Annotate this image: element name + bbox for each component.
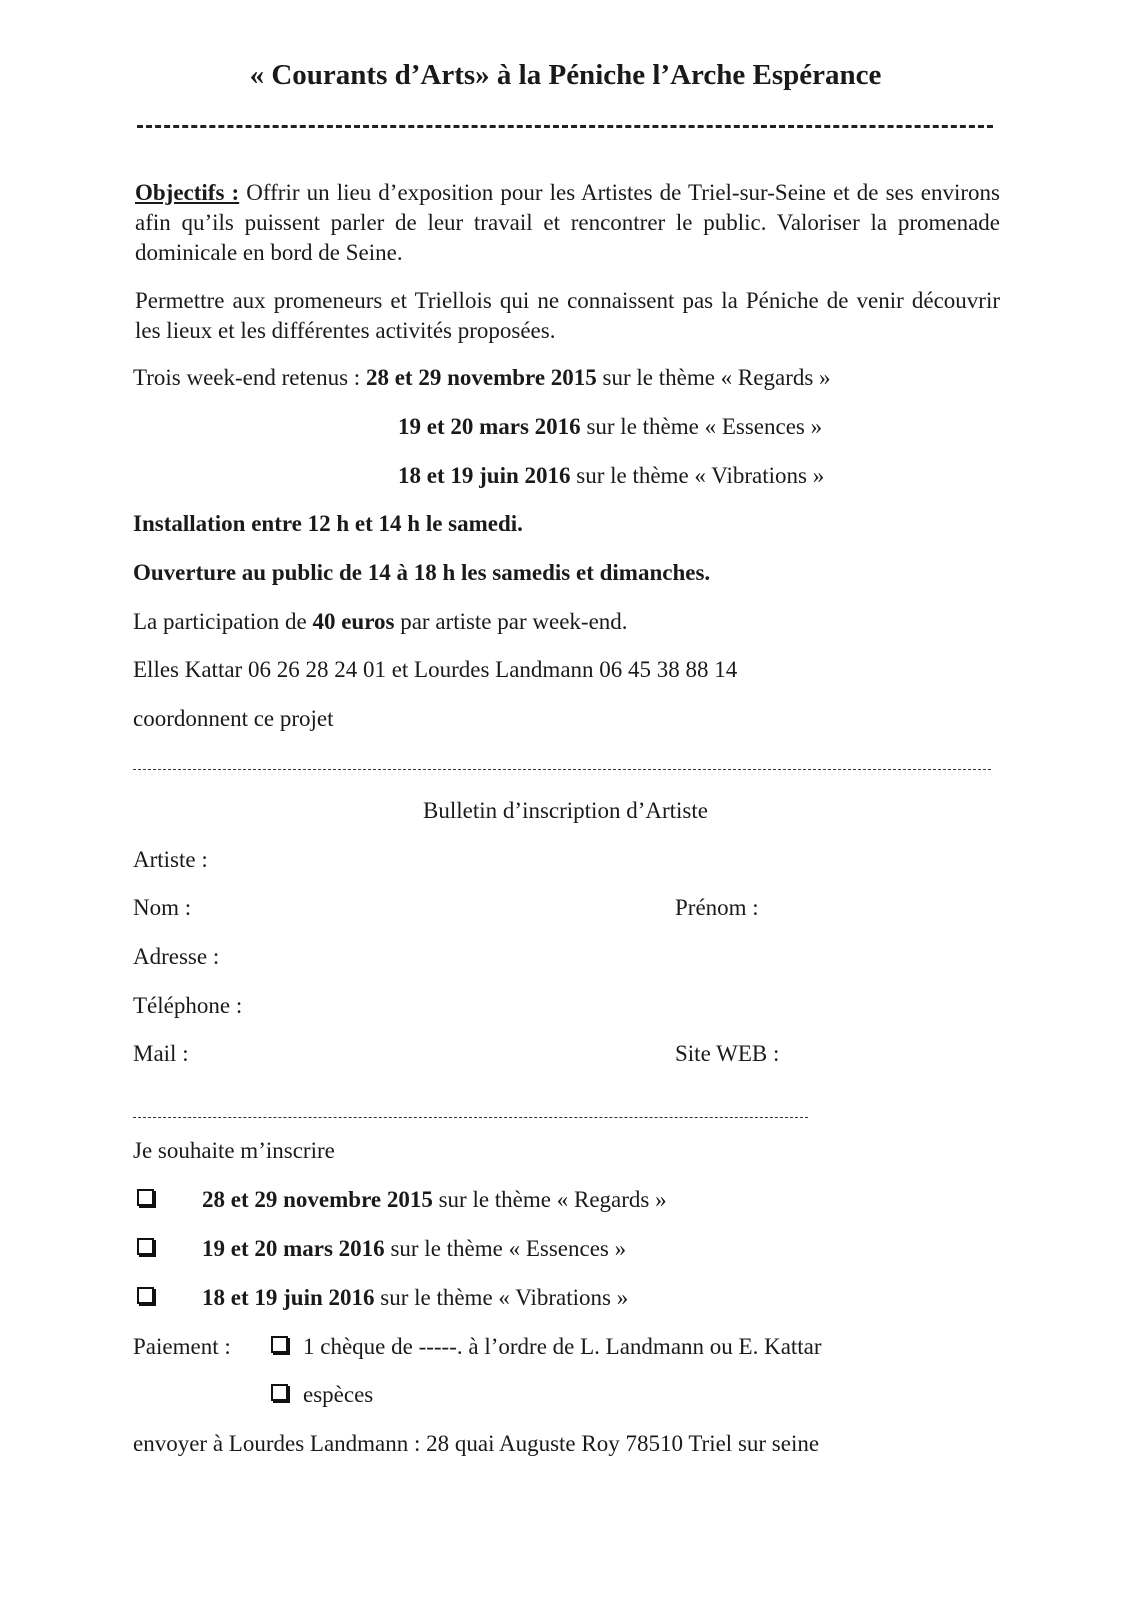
nom-label: Nom : <box>133 895 192 920</box>
participation-line <box>133 608 628 636</box>
option-theme: sur le thème « Regards » <box>432 1187 667 1212</box>
weekend-line-3 <box>398 462 824 490</box>
contacts-line: Elles Kattar 06 26 28 24 01 et Lourdes Landmann 06 45 38 88 14 <box>133 657 738 682</box>
option-dates: 19 et 20 mars 2016 <box>202 1236 385 1261</box>
weekend-line-2 <box>398 413 822 441</box>
page-title: « Courants d’Arts» à la Péniche l’Arche Espérance <box>249 59 882 91</box>
payment-cash-checkbox <box>271 1381 288 1409</box>
weekend-theme: sur le thème « Vibrations » <box>570 463 825 488</box>
payment-cheque-checkbox <box>271 1333 288 1361</box>
send-to-line: envoyer à Lourdes Landmann : 28 quai Auguste Roy 78510 Triel sur seine <box>133 1431 820 1456</box>
participation-amount: 40 euros <box>312 609 395 634</box>
opening-line: Ouverture au public de 14 à 18 h les samedis et dimanches. <box>133 560 711 585</box>
option-theme: sur le thème « Essences » <box>384 1236 627 1261</box>
coordination-line: coordonnent ce projet <box>133 706 334 731</box>
registration-option-2-text <box>202 1235 626 1263</box>
weekend-theme: sur le thème « Regards » <box>596 365 831 390</box>
payment-cash-text: espèces <box>303 1382 374 1407</box>
option-dates: 18 et 19 juin 2016 <box>202 1285 375 1310</box>
objectives-label: Objectifs : <box>135 180 240 205</box>
adresse-label: Adresse : <box>133 944 220 969</box>
payment-label: Paiement : <box>133 1334 231 1359</box>
site-label: Site WEB : <box>675 1041 780 1066</box>
weekend-dates: 18 et 19 juin 2016 <box>398 463 571 488</box>
payment-cheque-text: 1 chèque de -----. à l’ordre de L. Landmann ou E. Kattar <box>303 1334 822 1359</box>
checkbox-icon[interactable] <box>137 1287 154 1304</box>
objectives-text: Offrir un lieu d’exposition pour les Artistes de Triel-sur-Seine et de ses environs afin qu’ils puissent parler de leur travail et rencontrer le public. Valoriser la promenade dominicale en bord de Seine. <box>135 180 1001 265</box>
registration-option-3-text <box>202 1284 628 1312</box>
registration-intro: Je souhaite m’inscrire <box>133 1138 335 1163</box>
registration-option-1-text <box>202 1186 667 1214</box>
registration-option-1 <box>137 1186 154 1214</box>
weekends-intro: Trois week-end retenus : <box>133 365 366 390</box>
checkbox-icon[interactable] <box>271 1384 288 1401</box>
checkbox-icon[interactable] <box>271 1336 288 1353</box>
title-divider <box>137 125 993 128</box>
telephone-label: Téléphone : <box>133 993 243 1018</box>
weekend-dates: 28 et 29 novembre 2015 <box>365 365 597 390</box>
installation-line: Installation entre 12 h et 14 h le samedi. <box>133 511 523 536</box>
registration-option-3 <box>137 1284 154 1312</box>
artist-label: Artiste : <box>133 847 208 872</box>
prenom-label: Prénom : <box>675 895 759 920</box>
form-divider <box>133 1117 808 1118</box>
section-divider <box>133 769 991 770</box>
weekend-theme: sur le thème « Essences » <box>580 414 823 439</box>
participation-after: par artiste par week-end. <box>394 609 628 634</box>
option-dates: 28 et 29 novembre 2015 <box>202 1187 433 1212</box>
checkbox-icon[interactable] <box>137 1238 154 1255</box>
mail-label: Mail : <box>133 1041 189 1066</box>
form-heading: Bulletin d’inscription d’Artiste <box>423 798 708 823</box>
checkbox-icon[interactable] <box>137 1189 154 1206</box>
objectives-paragraph <box>135 178 1000 268</box>
weekend-dates: 19 et 20 mars 2016 <box>398 414 581 439</box>
participation-before: La participation de <box>133 609 313 634</box>
visitors-paragraph: Permettre aux promeneurs et Triellois qui ne connaissent pas la Péniche de venir découvrir les lieux et les différentes activités proposées. <box>135 288 1000 343</box>
option-theme: sur le thème « Vibrations » <box>374 1285 629 1310</box>
weekend-line-1 <box>133 364 831 392</box>
registration-option-2 <box>137 1235 154 1263</box>
